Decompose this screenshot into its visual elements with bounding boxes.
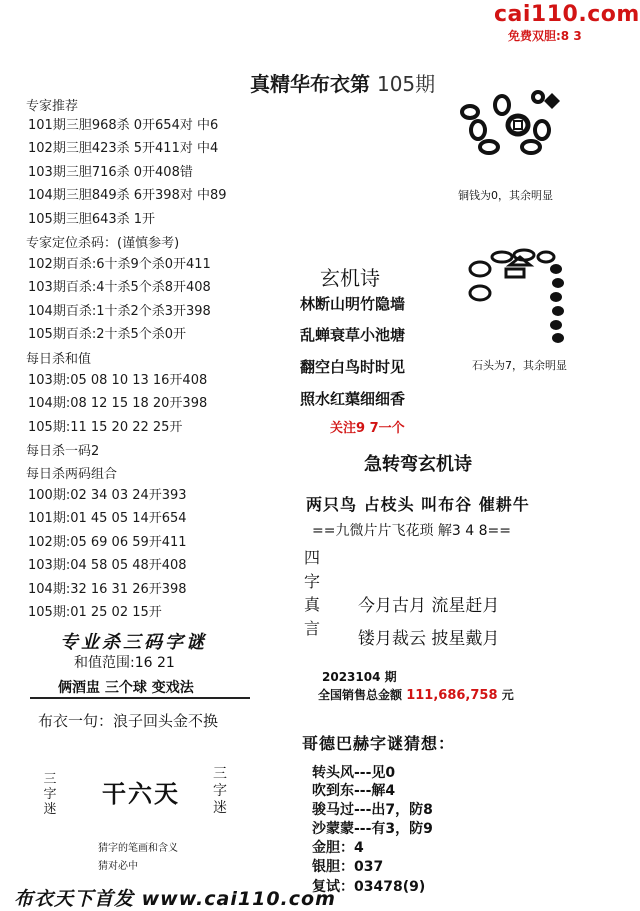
zimi-riddle: 干六天 bbox=[102, 779, 180, 808]
expert-list bbox=[28, 114, 227, 231]
site-logo[interactable]: cai110.com bbox=[494, 2, 640, 27]
poem-line: 翻空白鸟时时见 bbox=[300, 358, 406, 376]
sizi-line: 镂月裁云 披星戴月 bbox=[358, 629, 500, 649]
guess-item: 金胆：4 bbox=[312, 840, 364, 856]
list-item: 104期百杀:1十杀2个杀3开398 bbox=[28, 303, 211, 319]
list-item: 105期:01 25 02 15开 bbox=[28, 605, 162, 621]
sizi-label: 四字真言 bbox=[303, 548, 320, 638]
guess-item: 银胆：037 bbox=[312, 859, 384, 875]
attention-note: 关注9 7一个 bbox=[330, 421, 405, 436]
list-item: 105期百杀:2十杀5个杀0开 bbox=[28, 327, 187, 343]
poem-line: 乱蝉衰草小池塘 bbox=[300, 326, 406, 344]
buyi-sentence: 布衣一句：浪子回头金不换 bbox=[38, 712, 219, 730]
list-item: 105期:11 15 20 22 25开 bbox=[28, 419, 183, 435]
guess-title: 哥德巴赫字谜猜想： bbox=[302, 734, 456, 753]
list-item: 104期三胆849杀 6开398对 中89 bbox=[28, 188, 227, 204]
free-double-pick: 免费双胆:8 3 bbox=[508, 29, 582, 43]
riddle3-phrase: 俩酒盅 三个球 变戏法 bbox=[58, 680, 194, 696]
issue-number: 105期 bbox=[376, 72, 436, 96]
guess-item: 骏马过---出7，防8 bbox=[312, 802, 433, 818]
sum-range: 和值范围:16 21 bbox=[74, 655, 175, 671]
sales-amount: 111,686,758 bbox=[406, 688, 498, 703]
sizi-line: 今月古月 流星赶月 bbox=[358, 596, 500, 616]
list-item: 103期百杀:4十杀5个杀8开408 bbox=[28, 280, 211, 296]
jizhuan-line: 两只鸟 占枝头 叫布谷 催耕牛 bbox=[306, 495, 530, 514]
daily-sum-list bbox=[28, 369, 207, 439]
list-item: 101期:01 45 05 14开654 bbox=[28, 511, 187, 527]
position-heading: 专家定位杀码：(谨慎参考) bbox=[26, 236, 180, 251]
coin-string-icon bbox=[458, 85, 568, 165]
list-item: 104期:08 12 15 18 20开398 bbox=[28, 396, 208, 412]
jizhuan-title: 急转弯玄机诗 bbox=[364, 454, 472, 475]
stones-caption: 石头为7，其余明显 bbox=[472, 359, 567, 372]
zimi-note: 猜对必中 bbox=[98, 861, 138, 872]
list-item: 102期百杀:6十杀9个杀0开411 bbox=[28, 257, 211, 272]
stones-icon bbox=[466, 245, 576, 350]
position-list bbox=[28, 253, 211, 347]
footer-banner[interactable]: 布衣天下首发 www.cai110.com bbox=[14, 888, 336, 910]
riddle3-title: 专业杀三码字谜 bbox=[60, 632, 207, 653]
list-item: 102期三胆423杀 5开411对 中4 bbox=[28, 141, 219, 157]
guess-item: 沙蒙蒙---有3，防9 bbox=[312, 821, 433, 837]
list-item: 103期:05 08 10 13 16开408 bbox=[28, 373, 208, 388]
list-item: 102期:05 69 06 59开411 bbox=[28, 534, 187, 550]
list-item: 100期:02 34 03 24开393 bbox=[28, 488, 187, 503]
title-text: 真精华布衣第 bbox=[250, 72, 370, 96]
list-item: 105期三胆643杀 1开 bbox=[28, 211, 156, 227]
daily-two-list bbox=[28, 484, 187, 624]
sales-period: 2023104 期 bbox=[322, 670, 397, 684]
expert-heading: 专家推荐 bbox=[26, 99, 79, 114]
guess-item: 转头风---见0 bbox=[312, 765, 396, 781]
list-item: 103期三胆716杀 0开408错 bbox=[28, 164, 193, 180]
sales-label: 全国销售总金额 bbox=[318, 688, 403, 702]
guess-item: 吹到东---解4 bbox=[312, 783, 396, 799]
zimi-left-label: 三字迷 bbox=[43, 772, 57, 817]
poem-line: 照水红蕖细细香 bbox=[300, 390, 406, 408]
poem-line: 林断山明竹隐墙 bbox=[300, 295, 406, 313]
sales-total bbox=[318, 686, 514, 703]
zimi-note: 猜字的笔画和含义 bbox=[98, 843, 178, 854]
zimi-right-label: 三字迷 bbox=[213, 766, 227, 816]
daily-one-heading: 每日杀一码2 bbox=[26, 444, 100, 459]
sales-unit: 元 bbox=[501, 688, 514, 702]
list-item: 104期:32 16 31 26开398 bbox=[28, 581, 187, 597]
xuanji-title: 玄机诗 bbox=[320, 266, 380, 290]
daily-two-heading: 每日杀两码组合 bbox=[26, 467, 118, 482]
divider bbox=[30, 697, 250, 699]
list-item: 103期:04 58 05 48开408 bbox=[28, 558, 187, 574]
list-item: 101期三胆968杀 0开654对 中6 bbox=[28, 118, 219, 133]
daily-sum-heading: 每日杀和值 bbox=[26, 352, 92, 367]
guess-item: 复试：03478(9) bbox=[312, 879, 426, 895]
coins-caption: 铜钱为0，其余明显 bbox=[458, 189, 553, 202]
jizhuan-code: ==九微片片飞花琐 解3 4 8== bbox=[312, 523, 511, 539]
page-title bbox=[250, 68, 435, 97]
